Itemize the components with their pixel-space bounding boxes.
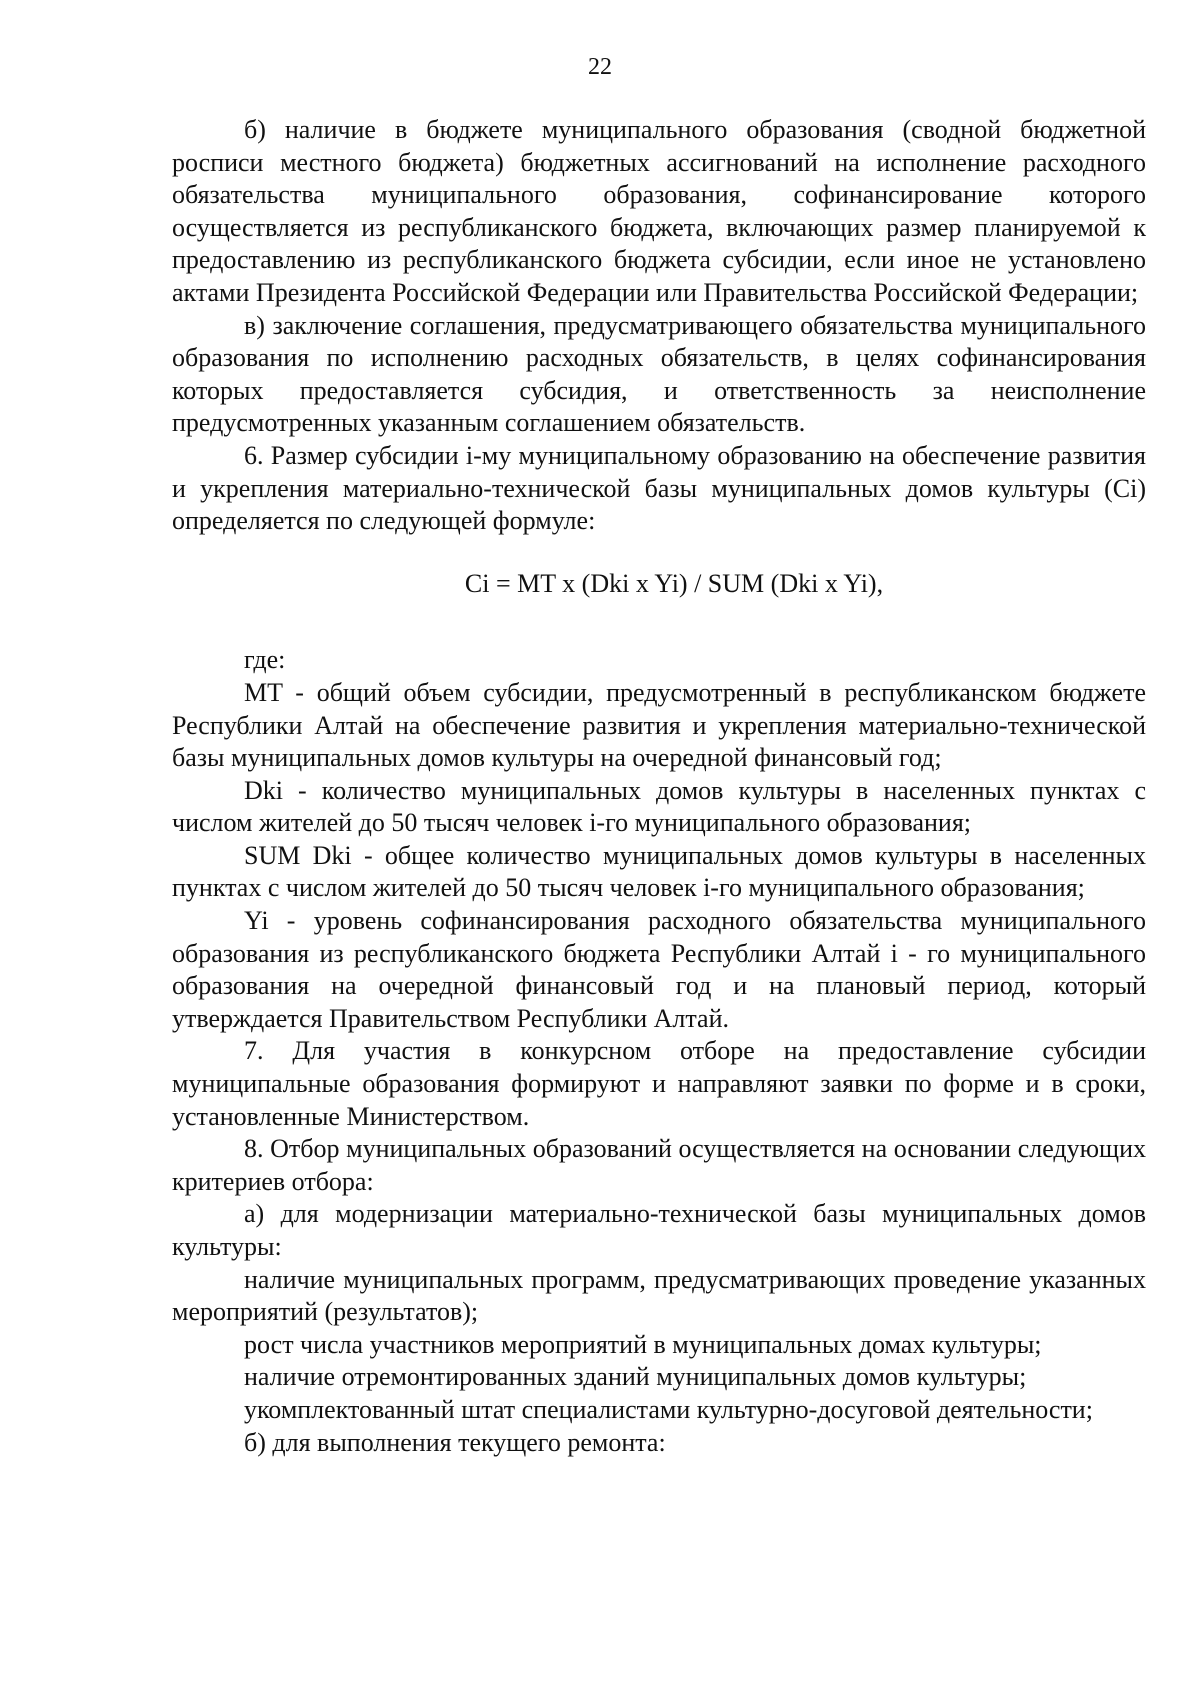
paragraph-selection-criteria: 8. Отбор муниципальных образований осуществляется на основании следующих критериев отбора: <box>172 1134 1146 1196</box>
paragraph-where: где: <box>244 645 286 675</box>
criteria-current-repair: б) для выполнения текущего ремонта: <box>244 1427 666 1457</box>
definition-sum-dki: SUM Dki - общее количество муниципальных домов культуры в населенных пунктах с числом жителей до 50 тысяч человек i-го муниципального образования; <box>172 840 1146 903</box>
page-number: 22 <box>588 54 612 80</box>
paragraph-budget-availability: б) наличие в бюджете муниципального образования (сводной бюджетной росписи местного бюджета) бюджетных ассигнований на исполнение расходного обязательства муниципального образования, софинансирование которого осуществляется из республиканского бюджета, включающих размер планируемой к предоставлению из республиканского бюджета субсидии, если иное не установлено актами Президента Российской Федерации или Правительства Российской Федерации; <box>172 115 1146 307</box>
criteria-modernization: а) для модернизации материально-технической базы муниципальных домов культуры: <box>172 1199 1146 1261</box>
criterion-municipal-programs: наличие муниципальных программ, предусматривающих проведение указанных мероприятий (результатов); <box>172 1264 1146 1327</box>
subsidy-formula: Ci = MT x (Dki x Yi) / SUM (Dki x Yi), <box>464 568 884 598</box>
definition-yi: Yi - уровень софинансирования расходного обязательства муниципального образования из республиканского бюджета Республики Алтай i - го муниципального образования на очередной финансовый год и на плановый период, который утверждается Правительством Республики Алтай. <box>172 906 1146 1033</box>
criterion-staffing: укомплектованный штат специалистами культурно-досуговой деятельности; <box>244 1394 1093 1424</box>
definition-dki: Dki - количество муниципальных домов культуры в населенных пунктах с числом жителей до 50 тысяч человек i-го муниципального образования; <box>172 775 1146 838</box>
definition-mt: MT - общий объем субсидии, предусмотренный в республиканском бюджете Республики Алтай на обеспечение развития и укрепления материально-технической базы муниципальных домов культуры на очередной финансовый год; <box>172 677 1146 773</box>
paragraph-agreement: в) заключение соглашения, предусматривающего обязательства муниципального образования по исполнению расходных обязательств, в целях софинансирования которых предоставляется субсидия, и ответственность за неисполнение предусмотренных указанным соглашением обязательств. <box>172 310 1146 438</box>
paragraph-applications: 7. Для участия в конкурсном отборе на предоставление субсидии муниципальные образования формируют и направляют заявки по форме и в сроки, установленные Министерством. <box>172 1036 1146 1131</box>
document-body <box>172 114 1146 1459</box>
criterion-repaired-buildings: наличие отремонтированных зданий муниципальных домов культуры; <box>244 1362 1027 1392</box>
criterion-participants-growth: рост числа участников мероприятий в муниципальных домах культуры; <box>244 1329 1042 1359</box>
paragraph-subsidy-size: 6. Размер субсидии i-му муниципальному образованию на обеспечение развития и укрепления материально-технической базы муниципальных домов культуры (Ci) определяется по следующей формуле: <box>172 440 1146 536</box>
